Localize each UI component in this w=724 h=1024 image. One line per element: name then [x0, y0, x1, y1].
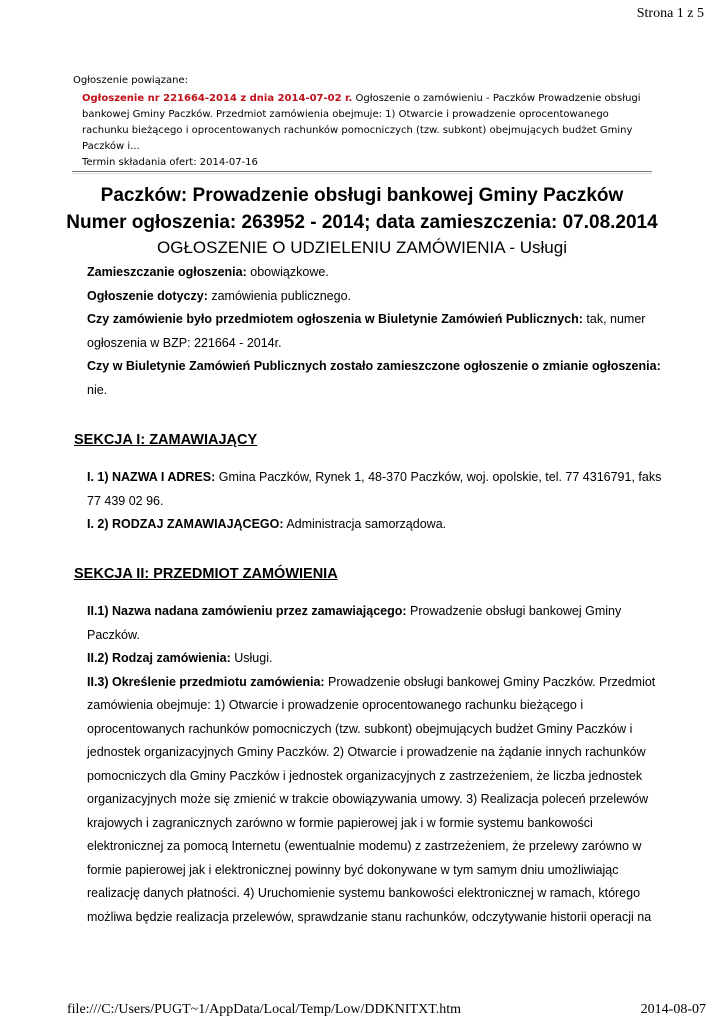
page-footer — [67, 1002, 706, 1018]
concerns-value: zamówienia publicznego. — [207, 288, 351, 303]
related-notice-link[interactable]: Ogłoszenie nr 221664-2014 z dnia 2014-07-02 r. — [82, 93, 353, 104]
bzp-label: Czy zamówienie było przedmiotem ogłoszenia w Biuletynie Zamówień Publicznych: — [87, 312, 583, 326]
change-row — [87, 355, 662, 402]
related-description: Ogłoszenie o zamówieniu - Paczków Prowadzenie obsługi bankowej Gminy Paczków. Przedmiot zamówienia obejmuje: 1) Otwarcie i prowadzenie oprocentowanego rachunku bieżącego i oprocentowanych rachunków pomocniczych (tzw. subkont) obejmujących budżet Gminy Paczków i... — [82, 93, 641, 152]
bzp-row — [87, 308, 662, 355]
order-name-row — [87, 600, 662, 647]
order-name-label: II.1) Nazwa nadana zamówieniu przez zamawiającego: — [87, 604, 407, 618]
placement-value: obowiązkowe. — [246, 265, 329, 279]
file-path: file:///C:/Users/PUGT~1/AppData/Local/Temp/Low/DDKNITXT.htm — [67, 1002, 461, 1017]
related-notice — [73, 73, 651, 171]
concerns-row — [87, 285, 662, 309]
change-label: Czy w Biuletynie Zamówień Publicznych zostało zamieszczone ogłoszenie o zmianie ogłoszenia: — [87, 359, 661, 373]
notice-type-line: OGŁOSZENIE O UDZIELENIU ZAMÓWIENIA - Usługi — [157, 238, 567, 257]
related-label: Ogłoszenie powiązane: — [73, 75, 189, 86]
contracting-type-value: Administracja samorządowa. — [283, 517, 447, 531]
section-1-heading: SEKCJA I: ZAMAWIAJĄCY — [74, 432, 258, 448]
notice-number-line: Numer ogłoszenia: 263952 - 2014; data zamieszczenia: 07.08.2014 — [66, 212, 658, 233]
intro-block — [87, 261, 662, 402]
placement-row — [87, 261, 662, 285]
contracting-type-label: I. 2) RODZAJ ZAMAWIAJĄCEGO: — [87, 517, 284, 531]
order-description-value: Prowadzenie obsługi bankowej Gminy Paczków. Przedmiot zamówienia obejmuje: 1) Otwarcie i prowadzenie oprocentowanego rachunku bieżącego i oprocentowanych rachunków pomocniczych (tzw. subkont) obejmujących budżet Gminy Paczków i jednostek organizacyjnych Gminy Paczków. 2) Otwarcie i prowadzenie na żądanie innych rachunków pomocniczych dla Gminy Paczków i jednostek organizacyjnych z zastrzeżeniem, że liczba jednostek organizacyjnych może się zmienić w trakcie obowiązywania umowy. 3) Realizacja poleceń przelewów krajowych i zagranicznych zarówno w formie papierowej jak i w formie systemu bankowości elektronicznej za pomocą Internetu (ewentualnie modemu) z zastrzeżeniem, że przelewy zarówno w formie papierowej jak i elektronicznej powinny być dokonywane w tym samym dniu umożliwiając realizację danych płatności. 4) Uruchomienie systemu bankowości elektronicznej w ramach, którego możliwa będzie realizacja przelewów, sprawdzanie stanu rachunków, odczytywanie historii operacji na — [87, 674, 656, 924]
notice-title: Paczków: Prowadzenie obsługi bankowej Gminy Paczków — [100, 185, 624, 206]
bzp-value: tak, numer ogłoszenia w BZP: 221664 - 2014r. — [87, 312, 646, 350]
related-deadline: Termin składania ofert: 2014-07-16 — [82, 157, 258, 168]
page-indicator: Strona 1 z 5 — [636, 6, 704, 21]
change-value: nie. — [87, 382, 108, 397]
order-description-row — [87, 671, 662, 930]
order-name-value: Prowadzenie obsługi bankowej Gminy Paczków. — [87, 604, 622, 642]
address-label: I. 1) NAZWA I ADRES: — [87, 470, 216, 484]
related-divider — [72, 171, 652, 174]
order-kind-label: II.2) Rodzaj zamówienia: — [87, 651, 231, 665]
section-2-heading: SEKCJA II: PRZEDMIOT ZAMÓWIENIA — [74, 566, 338, 582]
notice-title-block — [0, 183, 724, 260]
order-description-label: II.3) Określenie przedmiotu zamówienia: — [87, 674, 325, 689]
section-2-body — [87, 600, 662, 929]
section-1-body — [87, 466, 662, 537]
address-row — [87, 466, 662, 513]
concerns-label: Ogłoszenie dotyczy: — [87, 288, 208, 303]
related-box — [82, 91, 651, 171]
placement-label: Zamieszczanie ogłoszenia: — [87, 265, 247, 279]
address-value: Gmina Paczków, Rynek 1, 48-370 Paczków, woj. opolskie, tel. 77 4316791, faks 77 439 02 96. — [87, 470, 662, 508]
print-date: 2014-08-07 — [640, 1002, 706, 1017]
order-kind-value: Usługi. — [230, 651, 273, 665]
contracting-type-row — [87, 513, 662, 537]
order-kind-row — [87, 647, 662, 671]
